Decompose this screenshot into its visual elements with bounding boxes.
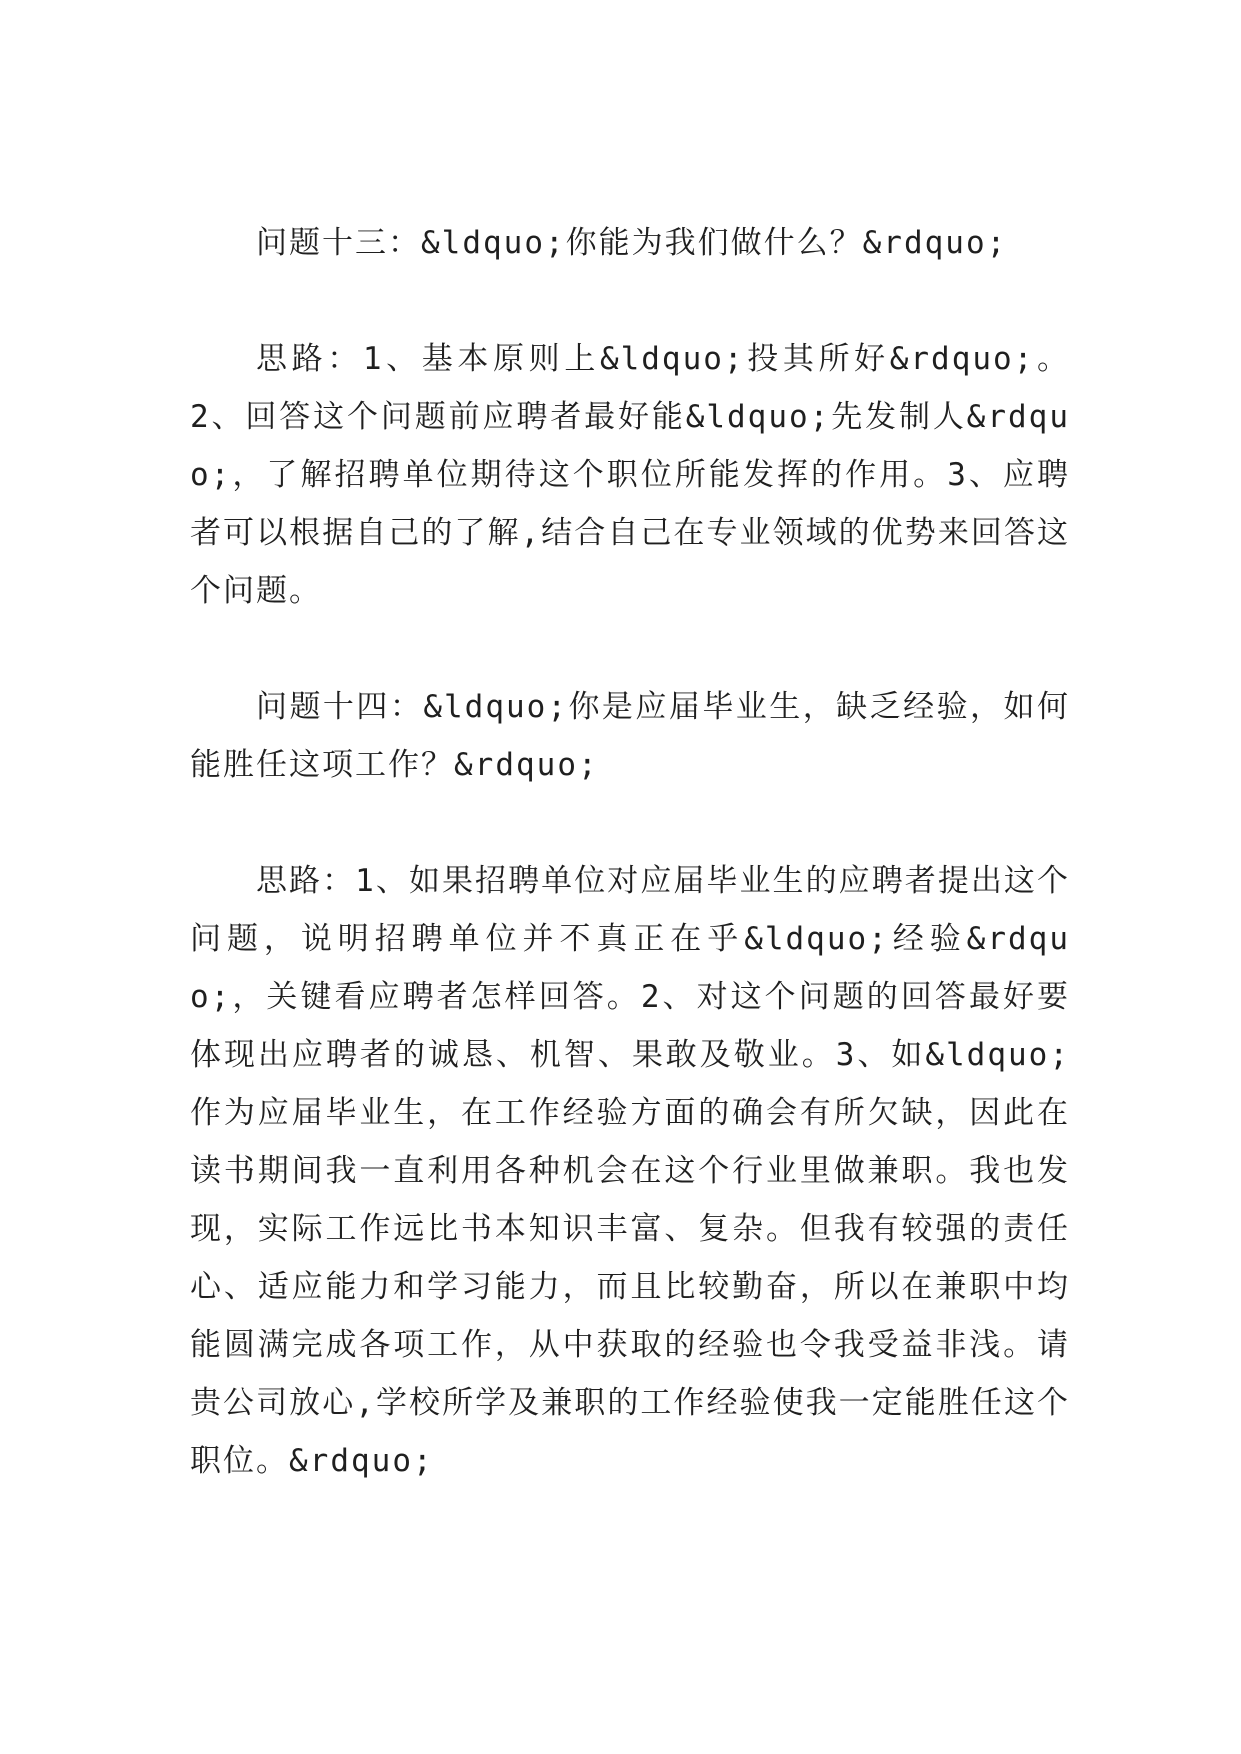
document-body: [190, 214, 1070, 1490]
question-14: 问题十四：&ldquo;你是应届毕业生，缺乏经验，如何能胜任这项工作？&rdquo;: [190, 689, 1070, 783]
question-13: 问题十三：&ldquo;你能为我们做什么？&rdquo;: [256, 225, 1008, 261]
answer-13: 思路：1、基本原则上&ldquo;投其所好&rdquo;。2、回答这个问题前应聘者最好能&ldquo;先发制人&rdquo;，了解招聘单位期待这个职位所能发挥的作用。3、应聘者可以根据自己的了解,结合自己在专业领域的优势来回答这个问题。: [190, 341, 1070, 609]
answer-14: 思路：1、如果招聘单位对应届毕业生的应聘者提出这个问题，说明招聘单位并不真正在乎&ldquo;经验&rdquo;，关键看应聘者怎样回答。2、对这个问题的回答最好要体现出应聘者的诚恳、机智、果敢及敬业。3、如&ldquo;作为应届毕业生，在工作经验方面的确会有所欠缺，因此在读书期间我一直利用各种机会在这个行业里做兼职。我也发现，实际工作远比书本知识丰富、复杂。但我有较强的责任心、适应能力和学习能力，而且比较勤奋，所以在兼职中均能圆满完成各项工作，从中获取的经验也令我受益非浅。请贵公司放心,学校所学及兼职的工作经验使我一定能胜任这个职位。&rdquo;: [190, 863, 1070, 1479]
